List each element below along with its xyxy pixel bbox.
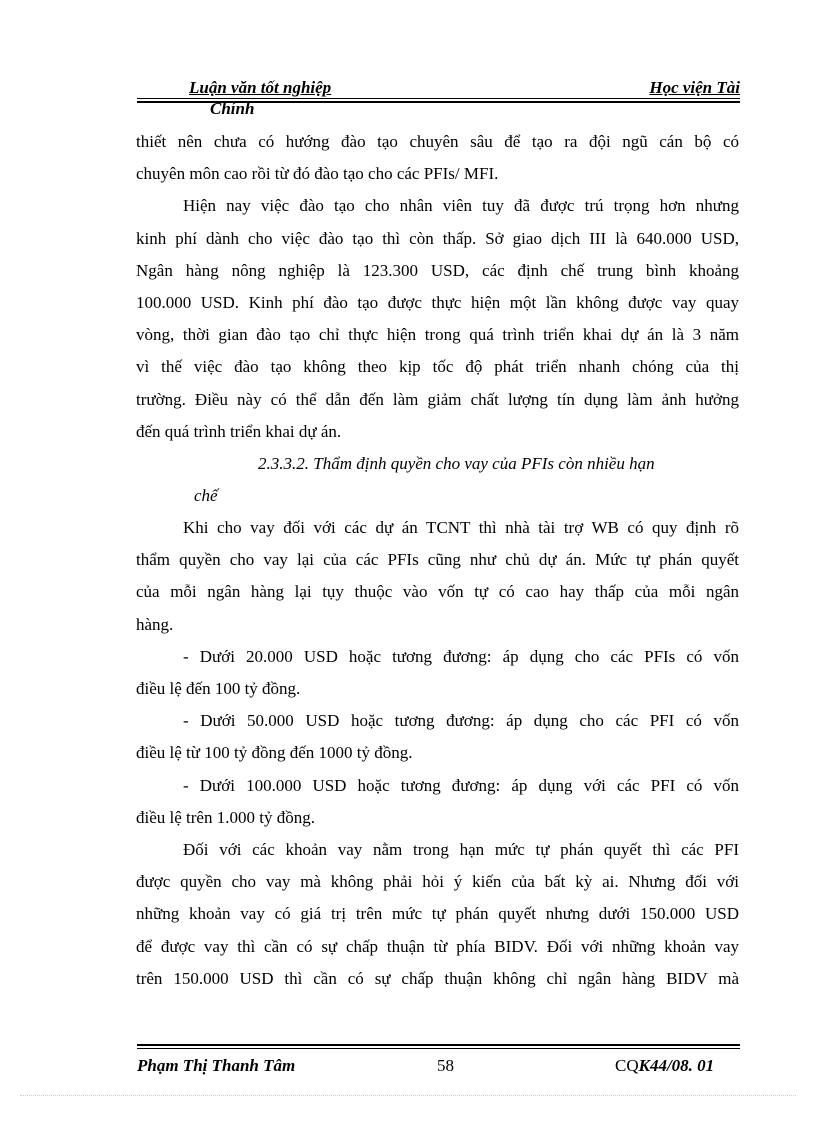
paragraph-4-line-5: trên 150.000 USD thì cần có sự chấp thuận không chỉ ngân hàng BIDV mà: [136, 968, 739, 988]
document-body: [136, 126, 739, 995]
bullet-3-line-2: điều lệ trên 1.000 tỷ đồng.: [136, 807, 315, 827]
paragraph-3-line-1: Khi cho vay đối với các dự án TCNT thì nhà tài trợ WB có quy định rõ: [183, 518, 739, 538]
header-institution: Học viện Tài: [649, 78, 740, 97]
paragraph-2-line-3: Ngân hàng nông nghiệp là 123.300 USD, các định chế trung bình khoảng: [136, 260, 739, 280]
section-heading-continuation: chế: [194, 486, 218, 506]
paragraph-2-line-7: trường. Điều này có thể dẫn đến làm giảm chất lượng tín dụng làm ảnh hưởng: [136, 389, 739, 409]
paragraph-2-line-8: đến quá trình triển khai dự án.: [136, 421, 342, 441]
header-institution-continuation: Chính: [210, 99, 255, 118]
bullet-2-line-1: - Dưới 50.000 USD hoặc tương đương: áp dụng cho các PFI có vốn: [183, 711, 739, 731]
page-bottom-dotted-line: [20, 1095, 796, 1096]
footer-class-prefix: CQ: [615, 1056, 639, 1075]
paragraph-1-line-2: chuyên môn cao rồi từ đó đào tạo cho các PFIs/ MFI.: [136, 164, 499, 184]
paragraph-3-line-4: hàng.: [136, 614, 174, 634]
footer-page-number: 58: [437, 1056, 454, 1075]
header-rule: [137, 98, 740, 103]
paragraph-4-line-2: được quyền cho vay mà không phải hỏi ý kiến của bất kỳ ai. Nhưng đối với: [136, 872, 739, 892]
bullet-2-line-2: điều lệ từ 100 tỷ đồng đến 1000 tỷ đồng.: [136, 743, 413, 763]
paragraph-2-line-5: vòng, thời gian đào tạo chỉ thực hiện trong quá trình triển khai dự án là 3 năm: [136, 325, 739, 345]
paragraph-4-line-4: để được vay thì cần có sự chấp thuận từ phía BIDV. Đối với những khoản vay: [136, 936, 739, 956]
paragraph-3-line-3: của mỗi ngân hàng lại tụy thuộc vào vốn tự có cao hay thấp của mỗi ngân: [136, 582, 739, 602]
header-thesis-title: Luận văn tốt nghiệp: [189, 78, 332, 97]
footer-class-number: K44/08. 01: [638, 1056, 715, 1075]
footer-rule: [137, 1044, 740, 1049]
paragraph-2-line-6: vì thế việc đào tạo không theo kịp tốc độ phát triển nhanh chóng của thị: [136, 357, 739, 377]
paragraph-4-line-1: Đối với các khoản vay nằm trong hạn mức tự phán quyết thì các PFI: [183, 840, 739, 860]
bullet-1-line-1: - Dưới 20.000 USD hoặc tương đương: áp dụng cho các PFIs có vốn: [183, 646, 739, 666]
paragraph-2-line-1: Hiện nay việc đào tạo cho nhân viên tuy đã được trú trọng hơn nhưng: [183, 196, 739, 216]
section-heading: 2.3.3.2. Thẩm định quyền cho vay của PFIs còn nhiều hạn: [258, 454, 655, 474]
paragraph-4-line-3: những khoản vay có giá trị trên mức tự phán quyết nhưng dưới 150.000 USD: [136, 904, 739, 924]
bullet-1-line-2: điều lệ đến 100 tỷ đồng.: [136, 679, 301, 699]
paragraph-3-line-2: thẩm quyền cho vay lại của các PFIs cũng như chủ dự án. Mức tự phán quyết: [136, 550, 739, 570]
paragraph-2-line-2: kinh phí dành cho việc đào tạo thì còn thấp. Sở giao dịch III là 640.000 USD,: [136, 228, 739, 248]
footer-class-code: [615, 1056, 714, 1076]
paragraph-1-line-1: thiết nên chưa có hướng đào tạo chuyên sâu để tạo ra đội ngũ cán bộ có: [136, 132, 739, 151]
footer-author: Phạm Thị Thanh Tâm: [137, 1056, 296, 1075]
paragraph-2-line-4: 100.000 USD. Kinh phí đào tạo được thực hiện một lần không được vay quay: [136, 293, 739, 313]
bullet-3-line-1: - Dưới 100.000 USD hoặc tương đương: áp dụng với các PFI có vốn: [183, 775, 739, 795]
